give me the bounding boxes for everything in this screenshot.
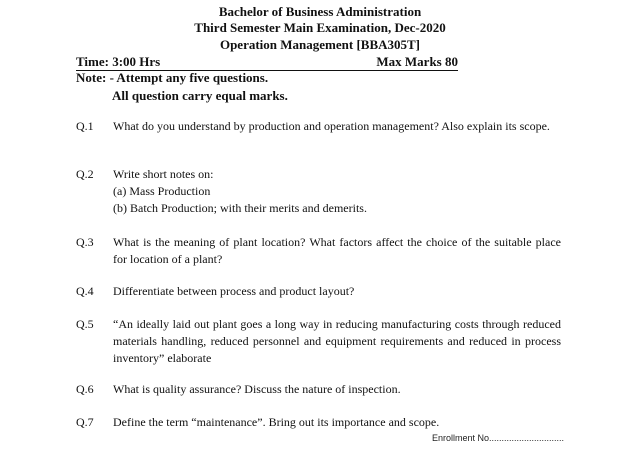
- question-number: Q.6: [76, 382, 94, 396]
- max-marks-label: Max Marks 80: [376, 54, 458, 69]
- question-text: Define the term “maintenance”. Bring out its importance and scope.: [113, 415, 440, 429]
- question-text: What is the meaning of plant location? What factors affect the choice of the suitable place for location of a plant?: [113, 235, 561, 266]
- time-label: Time: 3:00 Hrs: [76, 54, 161, 69]
- question-number: Q.7: [76, 415, 94, 429]
- question-text: What is quality assurance? Discuss the nature of inspection.: [113, 382, 401, 396]
- subject-title: Operation Management [BBA305T]: [219, 37, 421, 52]
- question-number: Q.4: [76, 284, 94, 298]
- note-line-2: All question carry equal marks.: [112, 88, 288, 103]
- enrollment-number-field: Enrollment No..............................: [432, 433, 565, 443]
- question-number: Q.3: [76, 235, 94, 249]
- instructions-note: [76, 69, 288, 105]
- note-line-1: Note: - Attempt any five questions.: [76, 70, 269, 85]
- question-number: Q.5: [76, 317, 94, 331]
- question-line: (a) Mass Production: [113, 184, 211, 198]
- question-text: [113, 166, 561, 217]
- question-line: Write short notes on:: [113, 167, 214, 181]
- question-text: What do you understand by production and operation management? Also explain its scope.: [113, 119, 550, 133]
- exam-title: Third Semester Main Examination, Dec-2020: [194, 20, 446, 35]
- question-line: (b) Batch Production; with their merits and demerits.: [113, 201, 367, 215]
- question-text: Differentiate between process and product layout?: [113, 284, 355, 298]
- degree-title: Bachelor of Business Administration: [218, 4, 422, 19]
- question-number: Q.2: [76, 167, 94, 181]
- question-number: Q.1: [76, 119, 94, 133]
- question-text: “An ideally laid out plant goes a long way in reducing manufacturing costs through reduced materials handling, reduced personnel and equipment requirements and reduced in process inventory” elaborate: [113, 317, 561, 365]
